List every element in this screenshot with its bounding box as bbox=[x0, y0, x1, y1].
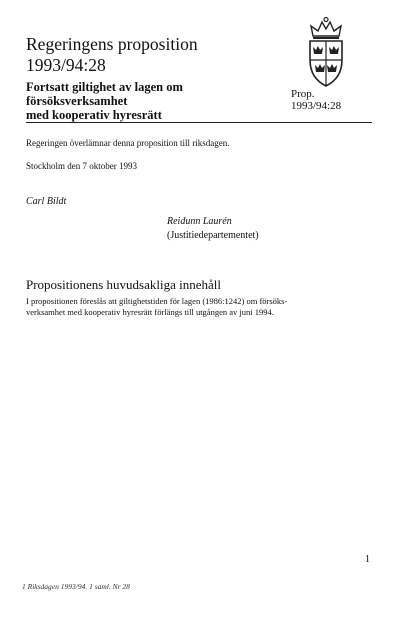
signature-minister: Reidunn Laurén bbox=[167, 216, 232, 227]
subtitle-line-2: med kooperativ hyresrätt bbox=[26, 108, 162, 122]
submission-statement: Regeringen överlämnar denna proposition till riksdagen. bbox=[26, 138, 230, 148]
header-divider bbox=[26, 122, 372, 123]
section-body bbox=[26, 296, 366, 318]
body-line-1: I propositionen föreslås att giltighetstiden för lagen (1986:1242) om försöks- bbox=[26, 296, 288, 306]
proposition-reference bbox=[291, 88, 341, 112]
signature-prime-minister: Carl Bildt bbox=[26, 196, 67, 207]
section-heading: Propositionens huvudsakliga innehåll bbox=[26, 277, 221, 292]
prop-number: 1993/94:28 bbox=[291, 100, 342, 112]
title-line-2: 1993/94:28 bbox=[26, 55, 106, 75]
footer-citation: 1 Riksdagen 1993/94. 1 saml. Nr 28 bbox=[22, 582, 130, 591]
title-line-1: Regeringens proposition bbox=[26, 34, 198, 54]
document-subtitle bbox=[26, 80, 286, 122]
body-line-2: verksamhet med kooperativ hyresrätt förlängs till utgången av juni 1994. bbox=[26, 307, 274, 317]
place-date: Stockholm den 7 oktober 1993 bbox=[26, 161, 137, 171]
document-title bbox=[26, 34, 198, 76]
prop-label: Prop. bbox=[291, 88, 315, 100]
coat-of-arms-icon bbox=[303, 16, 349, 88]
subtitle-line-1: Fortsatt giltighet av lagen om försöksverksamhet bbox=[26, 80, 183, 108]
page-number: 1 bbox=[365, 554, 370, 565]
department-name: (Justitiedepartementet) bbox=[167, 230, 259, 241]
